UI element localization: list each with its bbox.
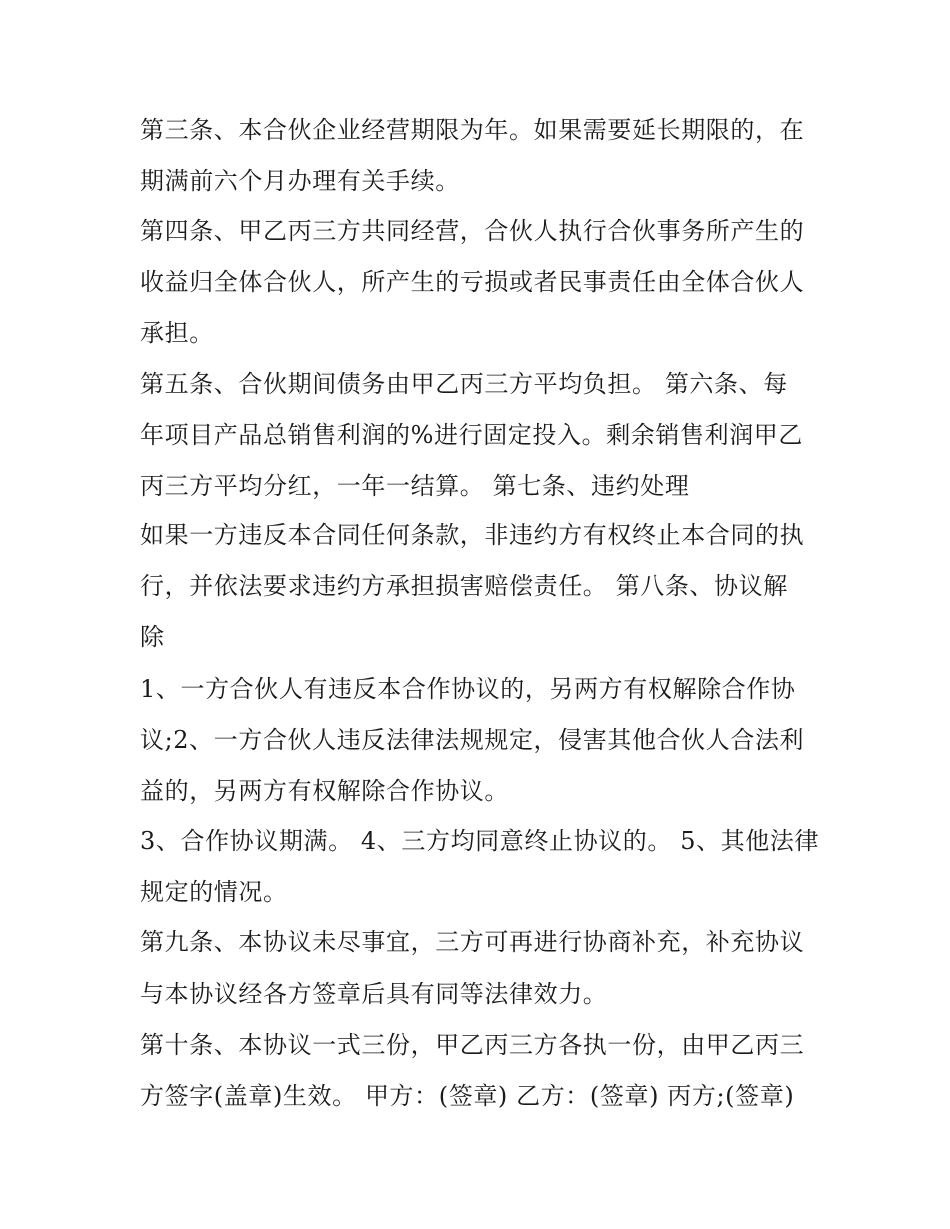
text-line: 第九条、本协议未尽事宜，三方可再进行协商补充，补充协议 [140, 928, 805, 956]
text-line: 第三条、本合伙企业经营期限为年。如果需要延长期限的，在 [140, 116, 805, 144]
text-line: 承担。 [140, 319, 214, 347]
text-line: 与本协议经各方签章后具有同等法律效力。 [140, 980, 608, 1008]
text-line: 方签字(盖章)生效。 甲方：(签章) 乙方：(签章) 丙方;(签章) [140, 1082, 795, 1110]
text-line: 行，并依法要求违约方承担损害赔偿责任。 第八条、协议解 [140, 572, 788, 600]
text-line: 第四条、甲乙丙三方共同经营，合伙人执行合伙事务所产生的 [140, 217, 805, 245]
text-line: 除 [140, 623, 165, 651]
text-line: 如果一方违反本合同任何条款，非违约方有权终止本合同的执 [140, 521, 805, 549]
text-line: 第十条、本协议一式三份，甲乙丙三方各执一份，由甲乙丙三 [140, 1031, 805, 1059]
text-line: 期满前六个月办理有关手续。 [140, 167, 460, 195]
text-line: 年项目产品总销售利润的%进行固定投入。剩余销售利润甲乙 [140, 421, 804, 449]
text-line: 收益归全体合伙人，所产生的亏损或者民事责任由全体合伙人 [140, 268, 805, 296]
text-line: 规定的情况。 [140, 878, 288, 906]
text-line: 议;2、一方合伙人违反法律法规规定，侵害其他合伙人合法利 [140, 726, 805, 754]
text-line: 第五条、合伙期间债务由甲乙丙三方平均负担。 第六条、每 [140, 370, 788, 398]
text-line: 丙三方平均分红，一年一结算。 第七条、违约处理 [140, 472, 690, 500]
text-line: 益的，另两方有权解除合作协议。 [140, 777, 509, 805]
text-line: 1、一方合伙人有违反本合作协议的，另两方有权解除合作协 [140, 675, 796, 703]
text-line: 3、合作协议期满。 4、三方均同意终止协议的。 5、其他法律 [140, 827, 820, 855]
